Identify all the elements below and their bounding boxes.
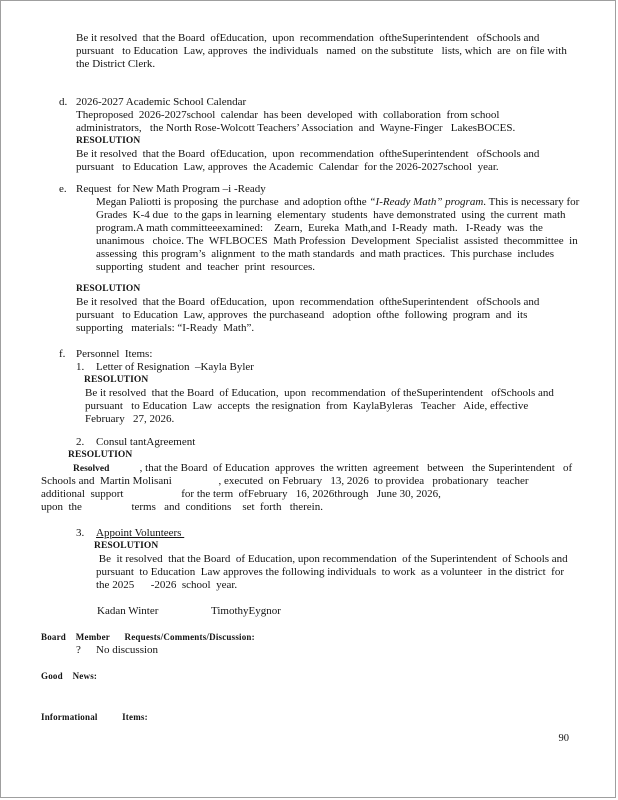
italic-program-name: “I-Ready Math” program bbox=[369, 196, 484, 208]
item-title: 2026-2027 Academic School Calendar bbox=[76, 96, 247, 108]
text-segment: , that the Board of Education approves the written agreement between the Superintendent of bbox=[109, 462, 573, 474]
resolution-line: Be it resolved that the Board of Education, upon recommendation of theSuperintendent ofSchools and bbox=[85, 387, 554, 399]
item-f bbox=[41, 348, 607, 426]
body-text-line: Theproposed 2026-2027school calendar has been developed with collaboration from school bbox=[76, 109, 500, 121]
item-title: Request for New Math Program –i -Ready bbox=[76, 183, 266, 195]
resolution-line: pursuant to Education Law approves the following individuals to work as a volunteer in the district for bbox=[96, 566, 565, 578]
body-text-line: program.A math committeeexamined: Zearn, Eureka Math,and I-Ready math. I-Ready was the bbox=[96, 222, 543, 234]
item-title-row bbox=[59, 348, 607, 361]
good-news-label: Good News: bbox=[41, 671, 98, 681]
resolution-label: RESOLUTION bbox=[76, 136, 141, 146]
list-marker: 1. bbox=[76, 361, 85, 373]
resolution-line: pursuant to Education Law accepts the resignation from KaylaByleras Teacher Aide, effective bbox=[85, 400, 529, 412]
discussion-row bbox=[76, 644, 607, 657]
sub-item-title-row bbox=[76, 361, 607, 374]
list-marker: d. bbox=[59, 96, 68, 108]
list-marker: e. bbox=[59, 183, 67, 195]
body-text-line: unanimous choice. The WFLBOCES Math Profession Development Specialist assisted thecommittee in bbox=[96, 235, 578, 247]
resolution-label: RESOLUTION bbox=[84, 375, 149, 385]
item-d bbox=[41, 96, 607, 174]
page-number: 90 bbox=[558, 733, 569, 744]
body-text-line: administrators, the North Rose-Wolcott Teachers’ Association and Wayne-Finger LakesBOCES. bbox=[76, 122, 516, 134]
resolution-line: additional support for the term ofFebruary 16, 2026through June 30, 2026, bbox=[41, 488, 441, 500]
item-title: Consul tantAgreement bbox=[96, 436, 196, 448]
body-text-line: the District Clerk. bbox=[76, 58, 156, 70]
page-footer bbox=[41, 732, 607, 745]
informational-label: Informational Items: bbox=[41, 712, 148, 722]
resolution-line: Schools and Martin Molisani , executed on February 13, 2026 to providea probationary teacher bbox=[41, 475, 529, 487]
text-segment: Megan Paliotti is proposing the purchase and adoption ofthe bbox=[96, 196, 370, 208]
resolution-line bbox=[73, 462, 607, 475]
item-f-sub3 bbox=[41, 527, 607, 592]
resolution-line: February 27, 2026. bbox=[85, 413, 175, 425]
resolution-line: the 2025 -2026 school year. bbox=[96, 579, 238, 591]
resolution-line: Be it resolved that the Board ofEducation, upon recommendation oftheSuperintendent ofSchools and bbox=[76, 148, 540, 160]
sub-item-title-row bbox=[76, 436, 607, 449]
volunteer-name: Kadan Winter bbox=[97, 605, 159, 617]
item-e bbox=[41, 183, 607, 274]
body-text-line bbox=[96, 196, 607, 209]
resolution-line: pursuant to Education Law, approves the Academic Calendar for the 2026-2027school year. bbox=[76, 161, 499, 173]
resolution-label: RESOLUTION bbox=[94, 541, 159, 551]
list-marker: 2. bbox=[76, 436, 85, 448]
item-title: Personnel Items: bbox=[76, 348, 153, 360]
volunteer-names bbox=[41, 605, 607, 618]
body-text-line: Be it resolved that the Board ofEducation, upon recommendation oftheSuperintendent ofSchools and bbox=[76, 32, 540, 44]
resolution-line: pursuant to Education Law, approves the purchaseand adoption ofthe following program and its bbox=[76, 309, 528, 321]
item-title-row bbox=[59, 96, 607, 109]
board-member-section bbox=[41, 631, 607, 657]
good-news-section bbox=[41, 670, 607, 683]
item-title-row bbox=[59, 183, 607, 196]
resolution-line: Be it resolved that the Board of Education, upon recommendation of the Superintendent of Schools and bbox=[96, 553, 568, 565]
body-text-line: Grades K-4 due to the gaps in learning elementary students have demonstrated using the current math bbox=[96, 209, 566, 221]
resolution-label: RESOLUTION bbox=[76, 284, 141, 294]
body-text-line: assessing this program’s alignment to the math standards and math practices. This purchase includes bbox=[96, 248, 555, 260]
intro-paragraph bbox=[41, 32, 607, 71]
item-e-resolution bbox=[41, 283, 607, 335]
discussion-text: No discussion bbox=[96, 644, 159, 656]
item-title: Appoint Volunteers bbox=[96, 527, 185, 539]
bullet: ? bbox=[76, 644, 81, 656]
body-text-line: supporting student and teacher print resources. bbox=[96, 261, 316, 273]
list-marker: 3. bbox=[76, 527, 85, 539]
list-marker: f. bbox=[59, 348, 66, 360]
text-segment: . This is necessary for bbox=[483, 196, 580, 208]
body-text-line: pursuant to Education Law, approves the individuals named on the substitute lists, which are on file with bbox=[76, 45, 567, 57]
item-title: Letter of Resignation –Kayla Byler bbox=[96, 361, 254, 373]
resolved-word: Resolved bbox=[73, 464, 110, 474]
resolution-line: supporting materials: “I-Ready Math”. bbox=[76, 322, 255, 334]
informational-section bbox=[41, 711, 607, 724]
sub-item-title-row bbox=[76, 527, 607, 540]
resolution-label: RESOLUTION bbox=[68, 450, 133, 460]
board-member-label: Board Member Requests/Comments/Discussion: bbox=[41, 632, 255, 642]
item-f-sub2 bbox=[41, 436, 607, 514]
resolution-line: Be it resolved that the Board ofEducation, upon recommendation oftheSuperintendent ofSchools and bbox=[76, 296, 540, 308]
volunteer-name: TimothyEygnor bbox=[211, 605, 281, 617]
resolution-line: upon the terms and conditions set forth therein. bbox=[41, 501, 323, 513]
